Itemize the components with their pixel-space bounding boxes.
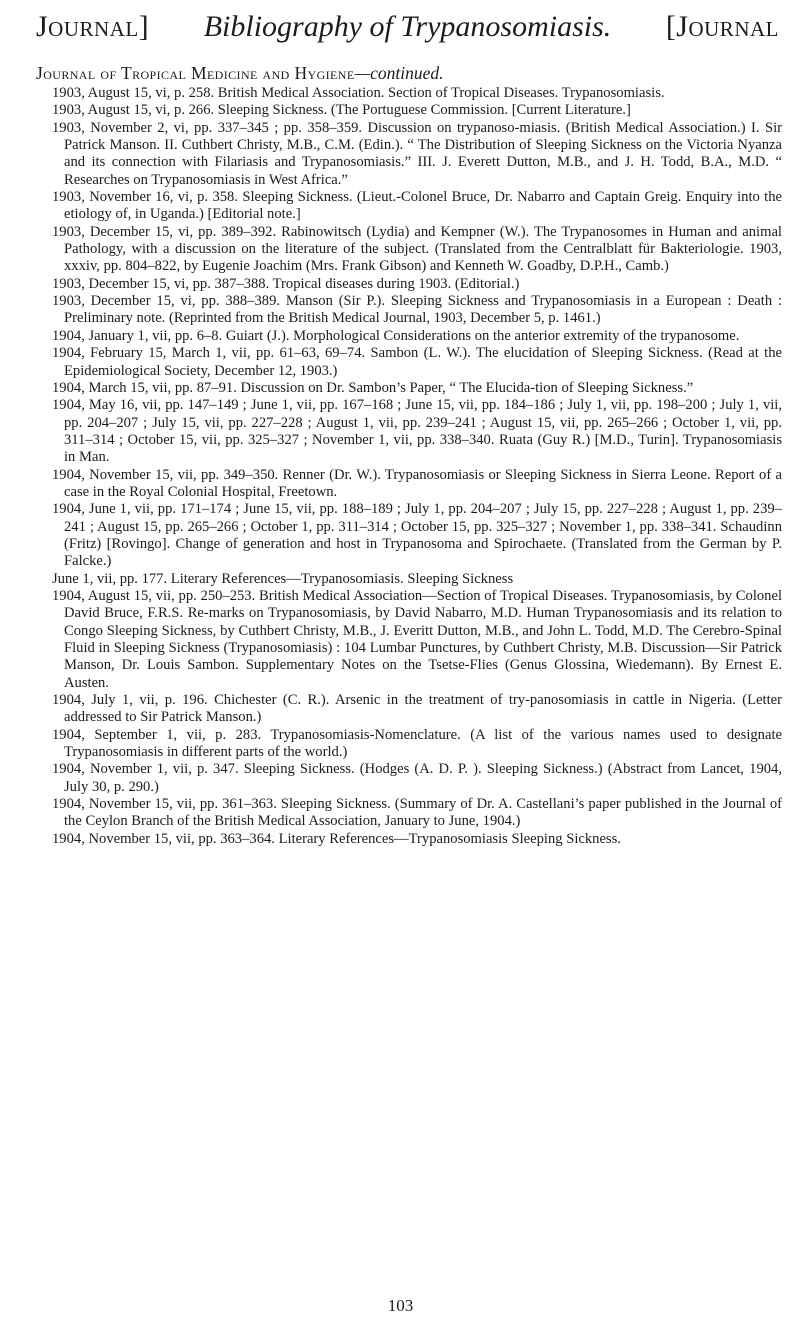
bibliography-entry: 1904, March 15, vii, pp. 87–91. Discussion on Dr. Sambon’s Paper, “ The Elucida-tion of Sleeping Sickness.” bbox=[52, 379, 694, 396]
section-continued: —continued. bbox=[354, 63, 444, 83]
bibliography-entry: 1903, December 15, vi, pp. 389–392. Rabinowitsch (Lydia) and Kempner (W.). The Trypanosomes in Human and animal Pathology, with a discussion on the literature of the subject. (Translated from the Centralblatt für Bakteriologie. 1903, xxxiv, pp. 804–822, by Eugenie Joachim (Mrs. Frank Gibson) and Kenneth W. Goadby, D.P.H., Camb.) bbox=[52, 223, 782, 275]
running-head-title: Bibliography of Trypanosomiasis. bbox=[203, 10, 612, 43]
bibliography-entry: 1904, July 1, vii, p. 196. Chichester (C. R.). Arsenic in the treatment of try-panosomiasis in cattle in Nigeria. (Letter addressed to Sir Patrick Manson.) bbox=[52, 692, 782, 726]
bibliography-entries bbox=[52, 85, 782, 848]
bibliography-entry: 1904, November 15, vii, pp. 361–363. Sleeping Sickness. (Summary of Dr. A. Castellani’s paper published in the Journal of the Ceylon Branch of the British Medical Association, January to June, 1904.) bbox=[52, 796, 782, 830]
bibliography-entry: 1903, November 2, vi, pp. 337–345 ; pp. 358–359. Discussion on trypanoso-miasis. (British Medical Association.) I. Sir Patrick Manson. II. Cuthbert Christy, M.B., C.M. (Edin.). “ The Distribution of Sleeping Sickness on the Victoria Nyanza and its connection with Filariasis and Trypanosomiasis.” III. J. Everett Dutton, M.B., and J. H. Todd, B.A., M.D. “ Researches on Trypanosomiasis in West Africa.” bbox=[52, 119, 782, 188]
bibliography-entry: 1904, August 15, vii, pp. 250–253. British Medical Association—Section of Tropical Diseases. Trypanosomiasis, by Colonel David Bruce, F.R.S. Re-marks on Trypanosomiasis, by David Nabarro, M.D. Human Trypanosomiasis and its relation to Congo Sleeping Sickness, by Cuthbert Christy, M.B., J. Everitt Dutton, M.B., and John L. Todd, M.D. The Cerebro-Spinal Fluid in Sleeping Sickness (Trypanosomiasis) : 104 Lumbar Punctures, by Cuthbert Christy, M.B. Discussion—Sir Patrick Manson, Dr. Louis Sambon. Supplementary Notes on the Tsetse-Flies (Genus Glossina, Wiedemann). By Ernest E. Austen. bbox=[52, 587, 782, 691]
bibliography-entry: 1903, December 15, vi, pp. 387–388. Tropical diseases during 1903. (Editorial.) bbox=[52, 275, 520, 292]
bibliography-entry: 1904, May 16, vii, pp. 147–149 ; June 1, vii, pp. 167–168 ; June 15, vii, pp. 184–186 ; July 1, vii, pp. 198–200 ; July 1, vii, pp. 204–207 ; July 15, vii, pp. 227–228 ; August 1, vii, pp. 239–241 ; August 15, vii, pp. 265–266 ; October 1, vii, pp. 311–314 ; October 15, vii, pp. 325–327 ; November 1, vii, pp. 338–340. Ruata (Guy R.) [M.D., Turin]. Trypanosomiasis in Man. bbox=[52, 397, 782, 466]
section-heading bbox=[36, 62, 781, 84]
bibliography-entry: 1904, June 1, vii, pp. 171–174 ; June 15, vii, pp. 188–189 ; July 1, pp. 204–207 ; July 15, pp. 227–228 ; August 1, pp. 239–241 ; August 15, pp. 265–266 ; October 1, pp. 311–314 ; October 15, pp. 325–327 ; November 1, pp. 338–341. Schaudinn (Fritz) [Rovingo]. Change of generation and host in Trypanosoma and Spirochaete. (Translated from the German by P. Falcke.) bbox=[52, 501, 782, 570]
bibliography-entry: 1904, February 15, March 1, vii, pp. 61–63, 69–74. Sambon (L. W.). The elucidation of Sleeping Sickness. (Read at the Epidemiological Society, December 12, 1903.) bbox=[52, 345, 782, 379]
bibliography-entry: 1904, September 1, vii, p. 283. Trypanosomiasis-Nomenclature. (A list of the various names used to designate Trypanosomiasis in different parts of the world.) bbox=[52, 726, 782, 761]
page-number: 103 bbox=[387, 1296, 414, 1315]
bibliography-entry: 1903, November 16, vi, p. 358. Sleeping Sickness. (Lieut.-Colonel Bruce, Dr. Nabarro and Captain Greig. Enquiry into the etiology of, in Uganda.) [Editorial note.] bbox=[52, 189, 782, 223]
bibliography-entry: 1904, November 15, vii, pp. 349–350. Renner (Dr. W.). Trypanosomiasis or Sleeping Sickness in Sierra Leone. Report of a case in the Royal Colonial Hospital, Freetown. bbox=[52, 466, 782, 500]
running-head-left: Journal] bbox=[36, 10, 150, 43]
bibliography-entry: 1903, August 15, vi, p. 266. Sleeping Sickness. (The Portuguese Commission. [Current Literature.] bbox=[52, 102, 631, 119]
bibliography-entry: 1903, December 15, vi, pp. 388–389. Manson (Sir P.). Sleeping Sickness and Trypanosomiasis in a European : Death : Preliminary note. (Reprinted from the British Medical Journal, 1903, December 5, p. 1461.) bbox=[52, 293, 782, 327]
bibliography-entry: June 1, vii, pp. 177. Literary References—Trypanosomiasis. Sleeping Sickness bbox=[52, 570, 514, 587]
running-head-right: [Journal bbox=[665, 10, 779, 43]
bibliography-entry: 1904, November 15, vii, pp. 363–364. Literary References—Trypanosomiasis Sleeping Sickness. bbox=[52, 830, 621, 847]
bibliography-entry: 1903, August 15, vi, p. 258. British Medical Association. Section of Tropical Diseases. Trypanosomiasis. bbox=[52, 85, 665, 101]
bibliography-entry: 1904, November 1, vii, p. 347. Sleeping Sickness. (Hodges (A. D. P. ). Sleeping Sickness.) (Abstract from Lancet, 1904, July 30, p. 290.) bbox=[52, 761, 782, 795]
section-title: Journal of Tropical Medicine and Hygiene bbox=[36, 63, 355, 83]
bibliography-entry: 1904, January 1, vii, pp. 6–8. Guiart (J.). Morphological Considerations on the anterior extremity of the trypanosome. bbox=[52, 327, 740, 344]
running-head bbox=[36, 10, 779, 44]
